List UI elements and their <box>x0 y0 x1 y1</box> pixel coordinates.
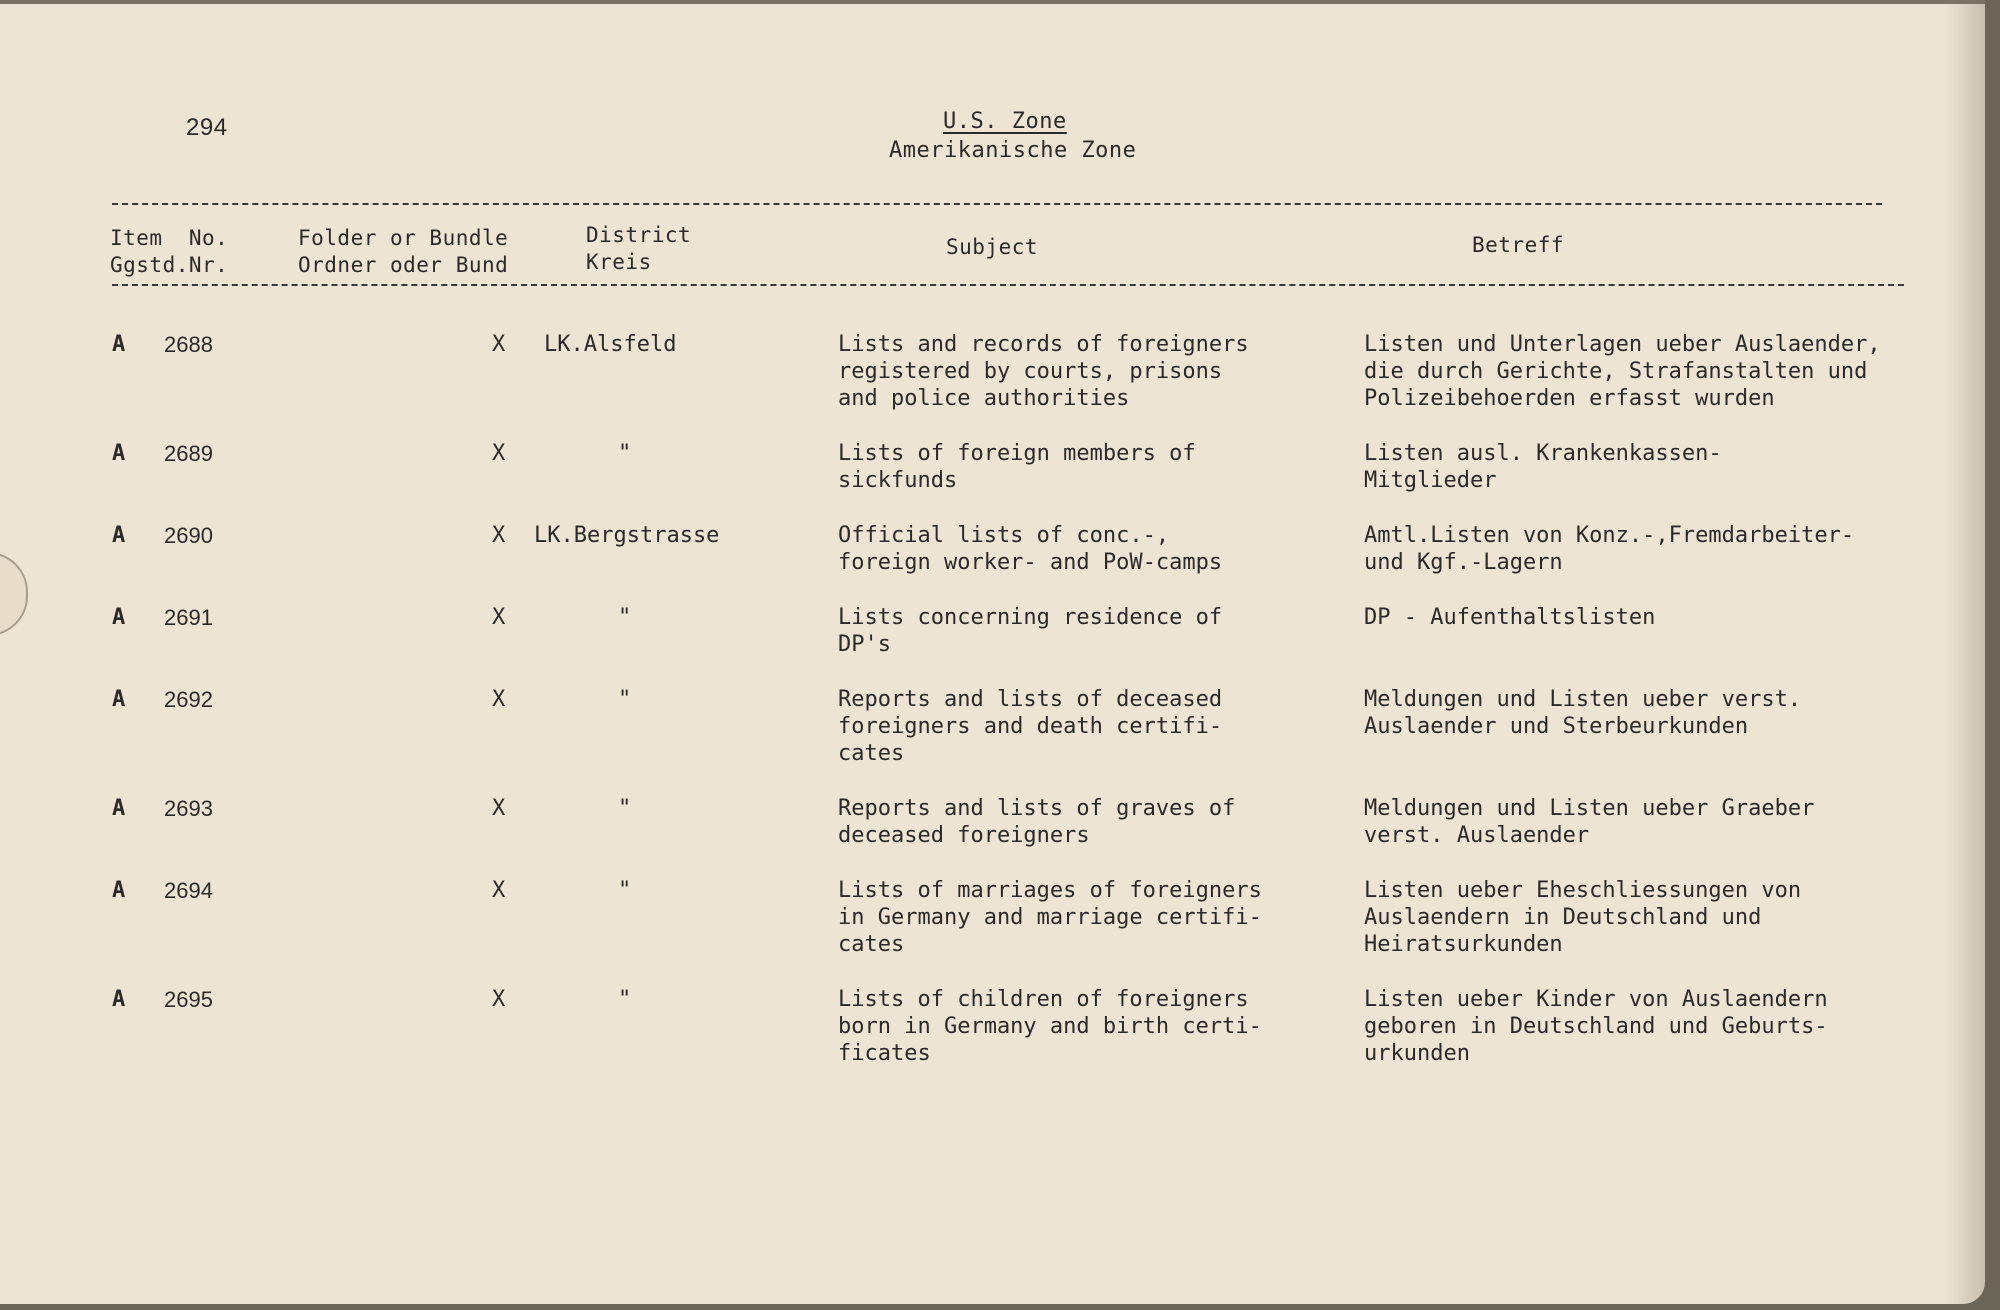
betreff-text: Listen ueber Eheschliessungen von Auslaendern in Deutschland und Heiratsurkunden <box>1364 878 1802 957</box>
item-number: 2688 <box>164 332 213 357</box>
header-subject: Subject <box>946 235 1039 259</box>
betreff-text: Listen und Unterlagen ueber Auslaender, die durch Gerichte, Strafanstalten und Polizeibehoerden erfasst wurden <box>1364 332 1881 411</box>
binding-tab <box>0 552 28 636</box>
item-number: 2689 <box>164 441 213 466</box>
item-letter: A <box>112 687 126 712</box>
header-rule-top <box>112 203 1882 205</box>
betreff-text: Listen ausl. Krankenkassen- Mitglieder <box>1364 441 1722 493</box>
page-edge-shadow <box>1945 4 1985 1304</box>
item-letter: A <box>112 441 126 466</box>
betreff-text: Amtl.Listen von Konz.-,Fremdarbeiter- und Kgf.-Lagern <box>1364 523 1855 575</box>
district-ditto: " <box>618 441 632 466</box>
header-item-de: Ggstd.Nr. <box>110 253 229 277</box>
district-ditto: " <box>618 878 632 903</box>
header-district-en: District <box>586 223 692 247</box>
item-letter: A <box>112 796 126 821</box>
item-letter: A <box>112 605 126 630</box>
folder-mark: X <box>492 987 506 1012</box>
header-folder-de: Ordner oder Bund <box>298 253 509 277</box>
page-title: U.S. Zone <box>943 109 1067 134</box>
item-number: 2695 <box>164 987 213 1012</box>
page-number: 294 <box>186 114 228 141</box>
folder-mark: X <box>492 523 506 548</box>
district-ditto: " <box>618 687 632 712</box>
betreff-text: Meldungen und Listen ueber verst. Auslaender und Sterbeurkunden <box>1364 687 1802 739</box>
subject-text: Lists of foreign members of sickfunds <box>838 441 1196 493</box>
item-letter: A <box>112 987 126 1012</box>
district: LK.Bergstrasse <box>534 523 720 548</box>
subject-text: Lists of marriages of foreigners in Germany and marriage certifi- cates <box>838 878 1262 957</box>
betreff-text: Listen ueber Kinder von Auslaendern geboren in Deutschland und Geburts- urkunden <box>1364 987 1828 1066</box>
folder-mark: X <box>492 605 506 630</box>
item-number: 2690 <box>164 523 213 548</box>
page-subtitle: Amerikanische Zone <box>889 138 1137 163</box>
folder-mark: X <box>492 332 506 357</box>
header-item-en: Item No. <box>110 226 229 250</box>
subject-text: Lists and records of foreigners registered by courts, prisons and police authorities <box>838 332 1249 411</box>
district-ditto: " <box>618 605 632 630</box>
header-betreff: Betreff <box>1472 233 1565 257</box>
district: LK.Alsfeld <box>544 332 677 357</box>
subject-text: Reports and lists of deceased foreigners and death certifi- cates <box>838 687 1223 766</box>
item-number: 2693 <box>164 796 213 821</box>
item-letter: A <box>112 523 126 548</box>
betreff-text: DP - Aufenthaltslisten <box>1364 605 1656 630</box>
folder-mark: X <box>492 441 506 466</box>
subject-text: Lists of children of foreigners born in Germany and birth certi- ficates <box>838 987 1262 1066</box>
header-district-de: Kreis <box>586 250 652 274</box>
item-letter: A <box>112 878 126 903</box>
district-ditto: " <box>618 987 632 1012</box>
district-ditto: " <box>618 796 632 821</box>
subject-text: Lists concerning residence of DP's <box>838 605 1223 657</box>
subject-text: Official lists of conc.-, foreign worker- and PoW-camps <box>838 523 1223 575</box>
item-number: 2692 <box>164 687 213 712</box>
subject-text: Reports and lists of graves of deceased foreigners <box>838 796 1236 848</box>
item-number: 2694 <box>164 878 213 903</box>
folder-mark: X <box>492 796 506 821</box>
header-folder-en: Folder or Bundle <box>298 226 509 250</box>
folder-mark: X <box>492 878 506 903</box>
folder-mark: X <box>492 687 506 712</box>
item-letter: A <box>112 332 126 357</box>
betreff-text: Meldungen und Listen ueber Graeber verst. Auslaender <box>1364 796 1815 848</box>
item-number: 2691 <box>164 605 213 630</box>
header-rule-bottom <box>112 284 1904 286</box>
